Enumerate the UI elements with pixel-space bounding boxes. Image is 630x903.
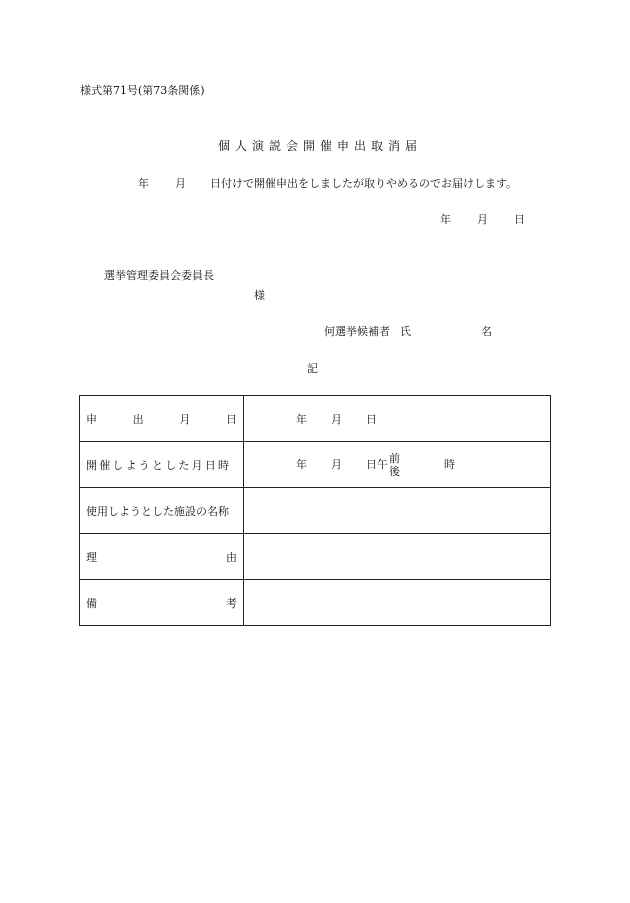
row-label-application-date <box>80 396 244 442</box>
am-label: 前 <box>389 451 400 465</box>
table-row <box>80 580 551 626</box>
day-label: 日 <box>366 457 377 471</box>
submission-day: 日 <box>514 213 525 226</box>
table-row <box>80 488 551 534</box>
row-label-facility-name <box>80 488 244 534</box>
label-char: 由 <box>226 550 237 564</box>
label-text: 使用しようとした施設の名称 <box>86 504 229 518</box>
addressee-name: 選挙管理委員会委員長 <box>104 269 214 282</box>
notice-line <box>138 175 517 191</box>
label-char: 考 <box>226 596 237 610</box>
table-row <box>80 442 551 488</box>
label-char: 日 <box>225 412 237 426</box>
submission-month: 月 <box>477 213 488 226</box>
notice-body: 日付けで開催申出をしましたが取りやめるのでお届けします。 <box>210 177 518 190</box>
submission-year: 年 <box>440 213 451 226</box>
applicant-label: 何選挙候補者 <box>324 325 390 338</box>
field-remarks[interactable] <box>244 580 551 626</box>
row-label-remarks <box>80 580 244 626</box>
applicant-line <box>324 323 492 339</box>
month-label: 月 <box>331 412 342 426</box>
row-label-planned-datetime <box>80 442 244 488</box>
year-label: 年 <box>296 457 307 471</box>
applicant-mei: 名 <box>481 325 492 338</box>
label-text: 開催しようとした月日時 <box>86 458 232 472</box>
form-number: 様式第71号(第73条関係) <box>80 84 205 97</box>
label-char: 申 <box>86 412 97 426</box>
label-char: 出 <box>132 412 144 426</box>
document-title: 個人演説会開催申出取消届 <box>217 139 422 153</box>
notice-year-label: 年 <box>138 177 149 190</box>
row-label-reason <box>80 534 244 580</box>
label-char: 備 <box>86 596 97 610</box>
day-label: 日 <box>366 412 377 426</box>
pm-label: 後 <box>389 464 400 478</box>
field-planned-datetime[interactable] <box>244 442 551 488</box>
ki-marker: 記 <box>307 362 318 375</box>
year-label: 年 <box>296 412 307 426</box>
label-char: 月 <box>179 412 191 426</box>
addressee-honorific: 様 <box>254 289 265 302</box>
submission-date <box>440 211 525 227</box>
details-table <box>79 395 551 626</box>
field-application-date[interactable] <box>244 396 551 442</box>
notice-month-label: 月 <box>175 177 186 190</box>
table-row <box>80 396 551 442</box>
hour-label: 時 <box>444 457 455 471</box>
go-label: 午 <box>377 457 388 471</box>
label-char: 理 <box>86 550 97 564</box>
field-reason[interactable] <box>244 534 551 580</box>
ampm-selector[interactable] <box>389 452 400 478</box>
applicant-shi: 氏 <box>400 325 411 338</box>
field-facility-name[interactable] <box>244 488 551 534</box>
month-label: 月 <box>331 457 342 471</box>
table-row <box>80 534 551 580</box>
